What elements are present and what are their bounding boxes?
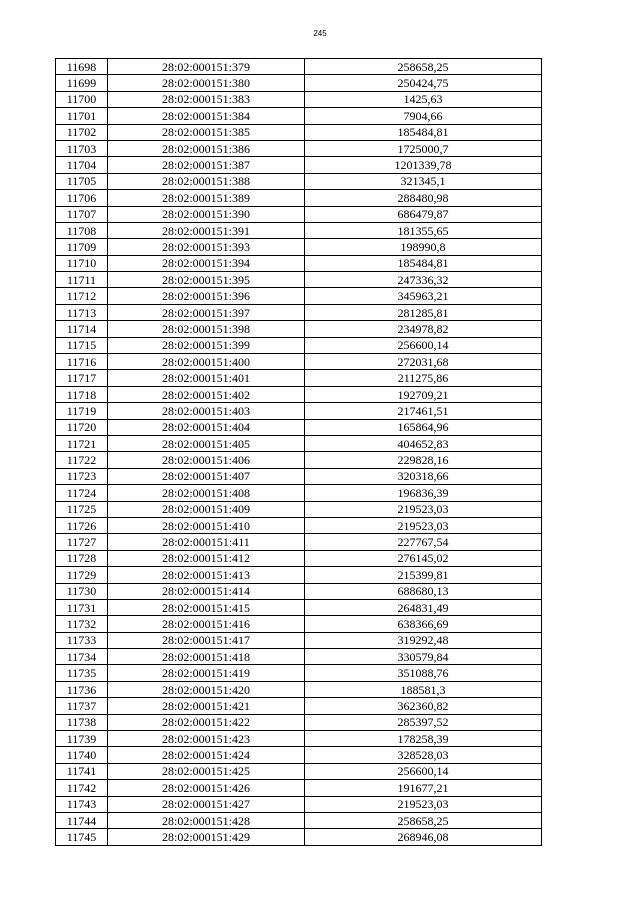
row-number-cell: 11726 xyxy=(56,517,108,533)
table-row xyxy=(56,599,542,615)
row-number-cell: 11700 xyxy=(56,91,108,107)
row-number-cell: 11734 xyxy=(56,649,108,665)
value-cell: 256600,14 xyxy=(305,337,542,353)
cadastral-number-cell: 28:02:000151:385 xyxy=(108,124,305,140)
table-row xyxy=(56,321,542,337)
row-number-cell: 11705 xyxy=(56,173,108,189)
row-number-cell: 11731 xyxy=(56,599,108,615)
table-row xyxy=(56,567,542,583)
value-cell: 264831,49 xyxy=(305,599,542,615)
row-number-cell: 11717 xyxy=(56,370,108,386)
row-number-cell: 11721 xyxy=(56,435,108,451)
value-cell: 185484,81 xyxy=(305,124,542,140)
cadastral-number-cell: 28:02:000151:421 xyxy=(108,698,305,714)
table-body xyxy=(56,59,542,846)
value-cell: 258658,25 xyxy=(305,59,542,75)
row-number-cell: 11712 xyxy=(56,288,108,304)
row-number-cell: 11738 xyxy=(56,714,108,730)
cadastral-number-cell: 28:02:000151:420 xyxy=(108,681,305,697)
table-row xyxy=(56,337,542,353)
table-row xyxy=(56,124,542,140)
value-cell: 404652,83 xyxy=(305,435,542,451)
cadastral-number-cell: 28:02:000151:389 xyxy=(108,190,305,206)
cadastral-number-cell: 28:02:000151:429 xyxy=(108,829,305,845)
row-number-cell: 11723 xyxy=(56,468,108,484)
table-row xyxy=(56,468,542,484)
value-cell: 281285,81 xyxy=(305,304,542,320)
row-number-cell: 11742 xyxy=(56,780,108,796)
row-number-cell: 11729 xyxy=(56,567,108,583)
value-cell: 219523,03 xyxy=(305,796,542,812)
row-number-cell: 11745 xyxy=(56,829,108,845)
table-row xyxy=(56,403,542,419)
row-number-cell: 11718 xyxy=(56,386,108,402)
row-number-cell: 11739 xyxy=(56,731,108,747)
value-cell: 1425,63 xyxy=(305,91,542,107)
row-number-cell: 11743 xyxy=(56,796,108,812)
cadastral-number-cell: 28:02:000151:388 xyxy=(108,173,305,189)
row-number-cell: 11714 xyxy=(56,321,108,337)
row-number-cell: 11740 xyxy=(56,747,108,763)
row-number-cell: 11737 xyxy=(56,698,108,714)
table-row xyxy=(56,140,542,156)
row-number-cell: 11716 xyxy=(56,354,108,370)
value-cell: 219523,03 xyxy=(305,517,542,533)
table-row xyxy=(56,108,542,124)
cadastral-number-cell: 28:02:000151:384 xyxy=(108,108,305,124)
cadastral-number-cell: 28:02:000151:405 xyxy=(108,435,305,451)
value-cell: 229828,16 xyxy=(305,452,542,468)
row-number-cell: 11698 xyxy=(56,59,108,75)
row-number-cell: 11706 xyxy=(56,190,108,206)
table-row xyxy=(56,796,542,812)
cadastral-number-cell: 28:02:000151:390 xyxy=(108,206,305,222)
table-row xyxy=(56,517,542,533)
table-row xyxy=(56,649,542,665)
cadastral-value-table xyxy=(55,58,542,846)
row-number-cell: 11725 xyxy=(56,501,108,517)
table-row xyxy=(56,812,542,828)
table-row xyxy=(56,435,542,451)
table-row xyxy=(56,91,542,107)
value-cell: 320318,66 xyxy=(305,468,542,484)
value-cell: 288480,98 xyxy=(305,190,542,206)
table-row xyxy=(56,534,542,550)
row-number-cell: 11709 xyxy=(56,239,108,255)
cadastral-number-cell: 28:02:000151:402 xyxy=(108,386,305,402)
cadastral-number-cell: 28:02:000151:408 xyxy=(108,485,305,501)
cadastral-number-cell: 28:02:000151:415 xyxy=(108,599,305,615)
cadastral-number-cell: 28:02:000151:383 xyxy=(108,91,305,107)
cadastral-number-cell: 28:02:000151:401 xyxy=(108,370,305,386)
cadastral-number-cell: 28:02:000151:380 xyxy=(108,75,305,91)
table-row xyxy=(56,370,542,386)
table-row xyxy=(56,255,542,271)
row-number-cell: 11727 xyxy=(56,534,108,550)
table-row xyxy=(56,452,542,468)
table-row xyxy=(56,665,542,681)
row-number-cell: 11704 xyxy=(56,157,108,173)
table-row xyxy=(56,272,542,288)
cadastral-number-cell: 28:02:000151:414 xyxy=(108,583,305,599)
value-cell: 7904,66 xyxy=(305,108,542,124)
row-number-cell: 11710 xyxy=(56,255,108,271)
table-row xyxy=(56,304,542,320)
cadastral-number-cell: 28:02:000151:394 xyxy=(108,255,305,271)
cadastral-number-cell: 28:02:000151:387 xyxy=(108,157,305,173)
table-row xyxy=(56,763,542,779)
value-cell: 247336,32 xyxy=(305,272,542,288)
cadastral-number-cell: 28:02:000151:416 xyxy=(108,616,305,632)
cadastral-number-cell: 28:02:000151:399 xyxy=(108,337,305,353)
table-row xyxy=(56,829,542,845)
row-number-cell: 11728 xyxy=(56,550,108,566)
cadastral-number-cell: 28:02:000151:404 xyxy=(108,419,305,435)
cadastral-number-cell: 28:02:000151:386 xyxy=(108,140,305,156)
cadastral-number-cell: 28:02:000151:393 xyxy=(108,239,305,255)
table-row xyxy=(56,288,542,304)
cadastral-number-cell: 28:02:000151:397 xyxy=(108,304,305,320)
row-number-cell: 11733 xyxy=(56,632,108,648)
value-cell: 188581,3 xyxy=(305,681,542,697)
value-cell: 185484,81 xyxy=(305,255,542,271)
cadastral-number-cell: 28:02:000151:418 xyxy=(108,649,305,665)
value-cell: 321345,1 xyxy=(305,173,542,189)
row-number-cell: 11703 xyxy=(56,140,108,156)
row-number-cell: 11713 xyxy=(56,304,108,320)
table-row xyxy=(56,190,542,206)
value-cell: 638366,69 xyxy=(305,616,542,632)
table-row xyxy=(56,75,542,91)
cadastral-number-cell: 28:02:000151:411 xyxy=(108,534,305,550)
value-cell: 258658,25 xyxy=(305,812,542,828)
cadastral-number-cell: 28:02:000151:391 xyxy=(108,222,305,238)
table-row xyxy=(56,59,542,75)
cadastral-number-cell: 28:02:000151:379 xyxy=(108,59,305,75)
table-row xyxy=(56,419,542,435)
value-cell: 1201339,78 xyxy=(305,157,542,173)
value-cell: 227767,54 xyxy=(305,534,542,550)
table-row xyxy=(56,698,542,714)
cadastral-number-cell: 28:02:000151:410 xyxy=(108,517,305,533)
value-cell: 191677,21 xyxy=(305,780,542,796)
cadastral-number-cell: 28:02:000151:427 xyxy=(108,796,305,812)
table-row xyxy=(56,714,542,730)
row-number-cell: 11736 xyxy=(56,681,108,697)
row-number-cell: 11711 xyxy=(56,272,108,288)
page-number: 245 xyxy=(313,29,327,38)
table-row xyxy=(56,731,542,747)
value-cell: 328528,03 xyxy=(305,747,542,763)
row-number-cell: 11741 xyxy=(56,763,108,779)
cadastral-number-cell: 28:02:000151:409 xyxy=(108,501,305,517)
row-number-cell: 11719 xyxy=(56,403,108,419)
cadastral-number-cell: 28:02:000151:426 xyxy=(108,780,305,796)
cadastral-number-cell: 28:02:000151:413 xyxy=(108,567,305,583)
table-row xyxy=(56,583,542,599)
value-cell: 217461,51 xyxy=(305,403,542,419)
row-number-cell: 11735 xyxy=(56,665,108,681)
value-cell: 215399,81 xyxy=(305,567,542,583)
value-cell: 198990,8 xyxy=(305,239,542,255)
cadastral-number-cell: 28:02:000151:396 xyxy=(108,288,305,304)
cadastral-number-cell: 28:02:000151:400 xyxy=(108,354,305,370)
table-row xyxy=(56,780,542,796)
value-cell: 351088,76 xyxy=(305,665,542,681)
row-number-cell: 11708 xyxy=(56,222,108,238)
table-row xyxy=(56,632,542,648)
cadastral-number-cell: 28:02:000151:417 xyxy=(108,632,305,648)
row-number-cell: 11707 xyxy=(56,206,108,222)
value-cell: 276145,02 xyxy=(305,550,542,566)
table-row xyxy=(56,485,542,501)
row-number-cell: 11744 xyxy=(56,812,108,828)
table-row xyxy=(56,222,542,238)
table-row xyxy=(56,157,542,173)
row-number-cell: 11699 xyxy=(56,75,108,91)
row-number-cell: 11730 xyxy=(56,583,108,599)
cadastral-number-cell: 28:02:000151:406 xyxy=(108,452,305,468)
value-cell: 688680,13 xyxy=(305,583,542,599)
value-cell: 192709,21 xyxy=(305,386,542,402)
cadastral-number-cell: 28:02:000151:398 xyxy=(108,321,305,337)
table-row xyxy=(56,354,542,370)
value-cell: 250424,75 xyxy=(305,75,542,91)
cadastral-number-cell: 28:02:000151:428 xyxy=(108,812,305,828)
value-cell: 256600,14 xyxy=(305,763,542,779)
cadastral-number-cell: 28:02:000151:423 xyxy=(108,731,305,747)
table-row xyxy=(56,616,542,632)
row-number-cell: 11720 xyxy=(56,419,108,435)
value-cell: 686479,87 xyxy=(305,206,542,222)
value-cell: 330579,84 xyxy=(305,649,542,665)
value-cell: 319292,48 xyxy=(305,632,542,648)
row-number-cell: 11715 xyxy=(56,337,108,353)
row-number-cell: 11722 xyxy=(56,452,108,468)
value-cell: 272031,68 xyxy=(305,354,542,370)
table-row xyxy=(56,681,542,697)
row-number-cell: 11702 xyxy=(56,124,108,140)
value-cell: 345963,21 xyxy=(305,288,542,304)
row-number-cell: 11701 xyxy=(56,108,108,124)
table-row xyxy=(56,747,542,763)
cadastral-number-cell: 28:02:000151:395 xyxy=(108,272,305,288)
cadastral-number-cell: 28:02:000151:412 xyxy=(108,550,305,566)
value-cell: 285397,52 xyxy=(305,714,542,730)
value-cell: 211275,86 xyxy=(305,370,542,386)
table-row xyxy=(56,386,542,402)
cadastral-number-cell: 28:02:000151:424 xyxy=(108,747,305,763)
value-cell: 178258,39 xyxy=(305,731,542,747)
table-row xyxy=(56,173,542,189)
table-row xyxy=(56,550,542,566)
value-cell: 362360,82 xyxy=(305,698,542,714)
value-cell: 219523,03 xyxy=(305,501,542,517)
value-cell: 181355,65 xyxy=(305,222,542,238)
cadastral-number-cell: 28:02:000151:422 xyxy=(108,714,305,730)
cadastral-number-cell: 28:02:000151:419 xyxy=(108,665,305,681)
value-cell: 268946,08 xyxy=(305,829,542,845)
row-number-cell: 11724 xyxy=(56,485,108,501)
cadastral-number-cell: 28:02:000151:425 xyxy=(108,763,305,779)
row-number-cell: 11732 xyxy=(56,616,108,632)
value-cell: 234978,82 xyxy=(305,321,542,337)
table-row xyxy=(56,501,542,517)
value-cell: 196836,39 xyxy=(305,485,542,501)
value-cell: 165864,96 xyxy=(305,419,542,435)
table-row xyxy=(56,239,542,255)
cadastral-number-cell: 28:02:000151:407 xyxy=(108,468,305,484)
value-cell: 1725000,7 xyxy=(305,140,542,156)
cadastral-number-cell: 28:02:000151:403 xyxy=(108,403,305,419)
table-row xyxy=(56,206,542,222)
